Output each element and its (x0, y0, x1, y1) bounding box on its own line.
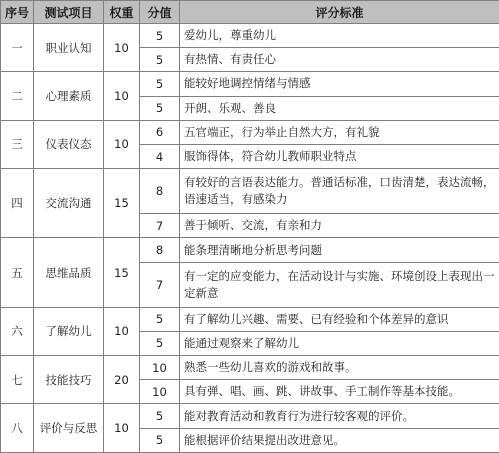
score-cell: 5 (140, 48, 180, 72)
header-row (1, 1, 499, 24)
score-cell: 7 (140, 262, 180, 307)
weight-cell: 15 (104, 238, 140, 307)
weight-cell: 10 (104, 307, 140, 355)
serial-cell: 一 (1, 24, 34, 72)
item-cell: 仪表仪态 (34, 120, 104, 168)
header-weight: 权重 (104, 1, 140, 24)
criteria-cell: 服饰得体，符合幼儿教师职业特点 (180, 144, 499, 168)
table-row (1, 169, 499, 214)
criteria-cell: 能条理清晰地分析思考问题 (180, 238, 499, 262)
table-row (1, 356, 499, 380)
weight-cell: 10 (104, 24, 140, 72)
criteria-cell: 具有弹、唱、画、跳、讲故事、手工制作等基本技能。 (180, 380, 499, 404)
item-cell: 思维品质 (34, 238, 104, 307)
criteria-cell: 有较好的言语表达能力。普通话标准，口齿清楚，表达流畅，语速适当，有感染力 (180, 169, 499, 214)
table-row (1, 307, 499, 331)
item-cell: 评价与反思 (34, 404, 104, 453)
score-cell: 6 (140, 120, 180, 144)
criteria-cell: 有一定的应变能力，在活动设计与实施、环境创设上表现出一定新意 (180, 262, 499, 307)
header-item: 测试项目 (34, 1, 104, 24)
weight-cell: 10 (104, 120, 140, 168)
serial-cell: 二 (1, 72, 34, 120)
serial-cell: 三 (1, 120, 34, 168)
serial-cell: 五 (1, 238, 34, 307)
item-cell: 交流沟通 (34, 169, 104, 238)
score-cell: 10 (140, 380, 180, 404)
table-row (1, 120, 499, 144)
item-cell: 了解幼儿 (34, 307, 104, 355)
item-cell: 技能技巧 (34, 356, 104, 404)
item-cell: 心理素质 (34, 72, 104, 120)
score-cell: 7 (140, 214, 180, 238)
weight-cell: 20 (104, 356, 140, 404)
serial-cell: 八 (1, 404, 34, 453)
criteria-cell: 能较好地调控情绪与情感 (180, 72, 499, 96)
header-criteria: 评分标准 (180, 1, 499, 24)
criteria-cell: 能通过观察来了解幼儿 (180, 331, 499, 355)
serial-cell: 四 (1, 169, 34, 238)
score-cell: 5 (140, 331, 180, 355)
criteria-cell: 能对教育活动和教育行为进行较客观的评价。 (180, 404, 499, 428)
score-cell: 4 (140, 144, 180, 168)
criteria-cell: 开朗、乐观、善良 (180, 96, 499, 120)
table-row (1, 238, 499, 262)
weight-cell: 15 (104, 169, 140, 238)
criteria-cell: 熟悉一些幼儿喜欢的游戏和故事。 (180, 356, 499, 380)
criteria-cell: 能根据评价结果提出改进意见。 (180, 428, 499, 452)
weight-cell: 10 (104, 404, 140, 453)
criteria-cell: 有热情、有责任心 (180, 48, 499, 72)
table-row (1, 404, 499, 428)
score-cell: 5 (140, 72, 180, 96)
score-cell: 8 (140, 169, 180, 214)
criteria-cell: 善于倾听、交流，有亲和力 (180, 214, 499, 238)
table-row (1, 24, 499, 48)
table-row (1, 72, 499, 96)
serial-cell: 六 (1, 307, 34, 355)
criteria-cell: 五官端正，行为举止自然大方，有礼貌 (180, 120, 499, 144)
score-cell: 10 (140, 356, 180, 380)
header-score: 分值 (140, 1, 180, 24)
score-cell: 5 (140, 428, 180, 452)
criteria-cell: 有了解幼儿兴趣、需要、已有经验和个体差异的意识 (180, 307, 499, 331)
header-serial: 序号 (1, 1, 34, 24)
weight-cell: 10 (104, 72, 140, 120)
score-cell: 5 (140, 96, 180, 120)
score-cell: 5 (140, 404, 180, 428)
score-cell: 8 (140, 238, 180, 262)
criteria-cell: 爱幼儿，尊重幼儿 (180, 24, 499, 48)
serial-cell: 七 (1, 356, 34, 404)
score-cell: 5 (140, 24, 180, 48)
score-cell: 5 (140, 307, 180, 331)
item-cell: 职业认知 (34, 24, 104, 72)
